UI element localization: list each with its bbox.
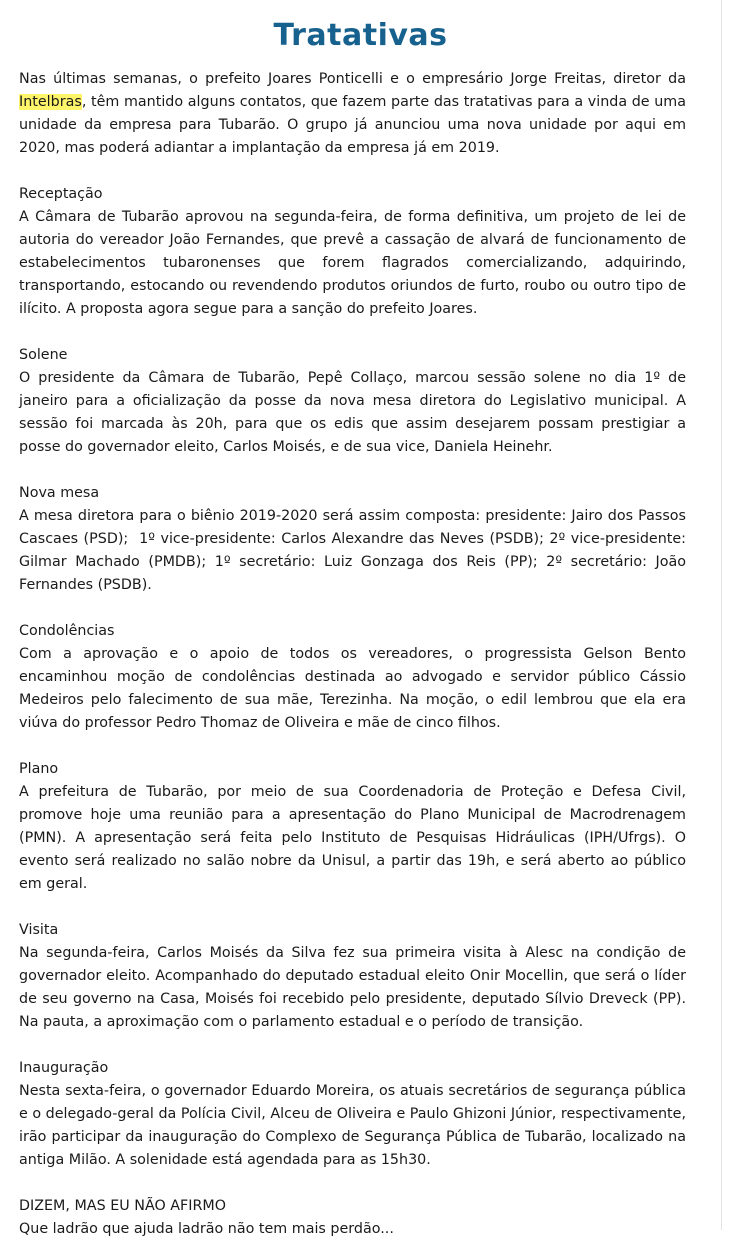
- section-heading: Plano: [19, 761, 59, 777]
- section-body: Nesta sexta-feira, o governador Eduardo Moreira, os atuais secretários de segurança pública e o delegado-geral da Polícia Civil, Alceu de Oliveira e Paulo Ghizoni Júnior, respectivamente, irão participar da inauguração do Complexo de Segurança Pública de Tubarão, localizado na antiga Milão. A solenidade está agendada para as 15h30.: [19, 1083, 686, 1168]
- section-heading: Visita: [19, 922, 59, 938]
- section-plano: [19, 758, 686, 896]
- section-inauguracao: [19, 1057, 686, 1172]
- highlighted-term: Intelbras: [19, 94, 82, 110]
- section-body: O presidente da Câmara de Tubarão, Pepê Collaço, marcou sessão solene no dia 1º de janeiro para a oficialização da posse da nova mesa diretora do Legislativo municipal. A sessão foi marcada às 20h, para que os edis que assim desejarem possam prestigiar a posse do governador eleito, Carlos Moisés, e de sua vice, Daniela Heinehr.: [19, 370, 686, 455]
- section-heading: Nova mesa: [19, 485, 100, 501]
- article-body: [19, 68, 691, 1241]
- section-condolencias: [19, 620, 686, 735]
- intro-text-after: , têm mantido alguns contatos, que fazem parte das tratativas para a vinda de uma unidade da empresa para Tubarão. O grupo já anunciou uma nova unidade por aqui em 2020, mas poderá adiantar a implantação da empresa já em 2019.: [19, 94, 686, 156]
- section-body: Com a aprovação e o apoio de todos os vereadores, o progressista Gelson Bento encaminhou moção de condolências destinada ao advogado e servidor público Cássio Medeiros pelo falecimento de sua mãe, Terezinha. Na moção, o edil lembrou que ela era viúva do professor Pedro Thomaz de Oliveira e mãe de cinco filhos.: [19, 646, 686, 731]
- section-dizem: [19, 1195, 686, 1241]
- section-body: Que ladrão que ajuda ladrão não tem mais perdão...: [19, 1221, 394, 1237]
- section-nova-mesa: [19, 482, 691, 597]
- section-body: A Câmara de Tubarão aprovou na segunda-feira, de forma definitiva, um projeto de lei de autoria do vereador João Fernandes, que prevê a cassação de alvará de funcionamento de estabelecimentos tubaronenses que forem flagrados comercializando, adquirindo, transportando, estocando ou revendendo produtos oriundos de furto, roubo ou outro tipo de ilícito. A proposta agora segue para a sanção do prefeito Joares.: [19, 209, 686, 317]
- section-body: Na segunda-feira, Carlos Moisés da Silva fez sua primeira visita à Alesc na condição de governador eleito. Acompanhado do deputado estadual eleito Onir Mocellin, que será o líder de seu governo na Casa, Moisés foi recebido pelo presidente, deputado Sílvio Dreveck (PP). Na pauta, a aproximação com o parlamento estadual e o período de transição.: [19, 945, 686, 1030]
- page-title: Tratativas: [273, 18, 448, 53]
- section-visita: [19, 919, 686, 1034]
- section-heading: Solene: [19, 347, 68, 363]
- intro-text-before: Nas últimas semanas, o prefeito Joares Ponticelli e o empresário Jorge Freitas, diretor da: [19, 71, 686, 87]
- section-heading: DIZEM, MAS EU NÃO AFIRMO: [19, 1198, 227, 1214]
- section-body: A mesa diretora para o biênio 2019-2020 será assim composta: presidente: Jairo dos Passos Cascaes (PSD); 1º vice-presidente: Carlos Alexandre das Neves (PSDB); 2º vice-presidente: Gilmar Machado (PMDB); 1º secretário: Luiz Gonzaga dos Reis (PP); 2º secretário: João Fernandes (PSDB).: [19, 508, 691, 593]
- section-body: A prefeitura de Tubarão, por meio de sua Coordenadoria de Proteção e Defesa Civil, promove hoje uma reunião para a apresentação do Plano Municipal de Macrodrenagem (PMN). A apresentação será feita pelo Instituto de Pesquisas Hidráulicas (IPH/Ufrgs). O evento será realizado no salão nobre da Unisul, a partir das 19h, e será aberto ao público em geral.: [19, 784, 686, 892]
- section-solene: [19, 344, 686, 459]
- intro-paragraph: [19, 68, 686, 160]
- section-heading: Inauguração: [19, 1060, 109, 1076]
- section-receptacao: [19, 183, 686, 321]
- section-heading: Condolências: [19, 623, 115, 639]
- section-heading: Receptação: [19, 186, 103, 202]
